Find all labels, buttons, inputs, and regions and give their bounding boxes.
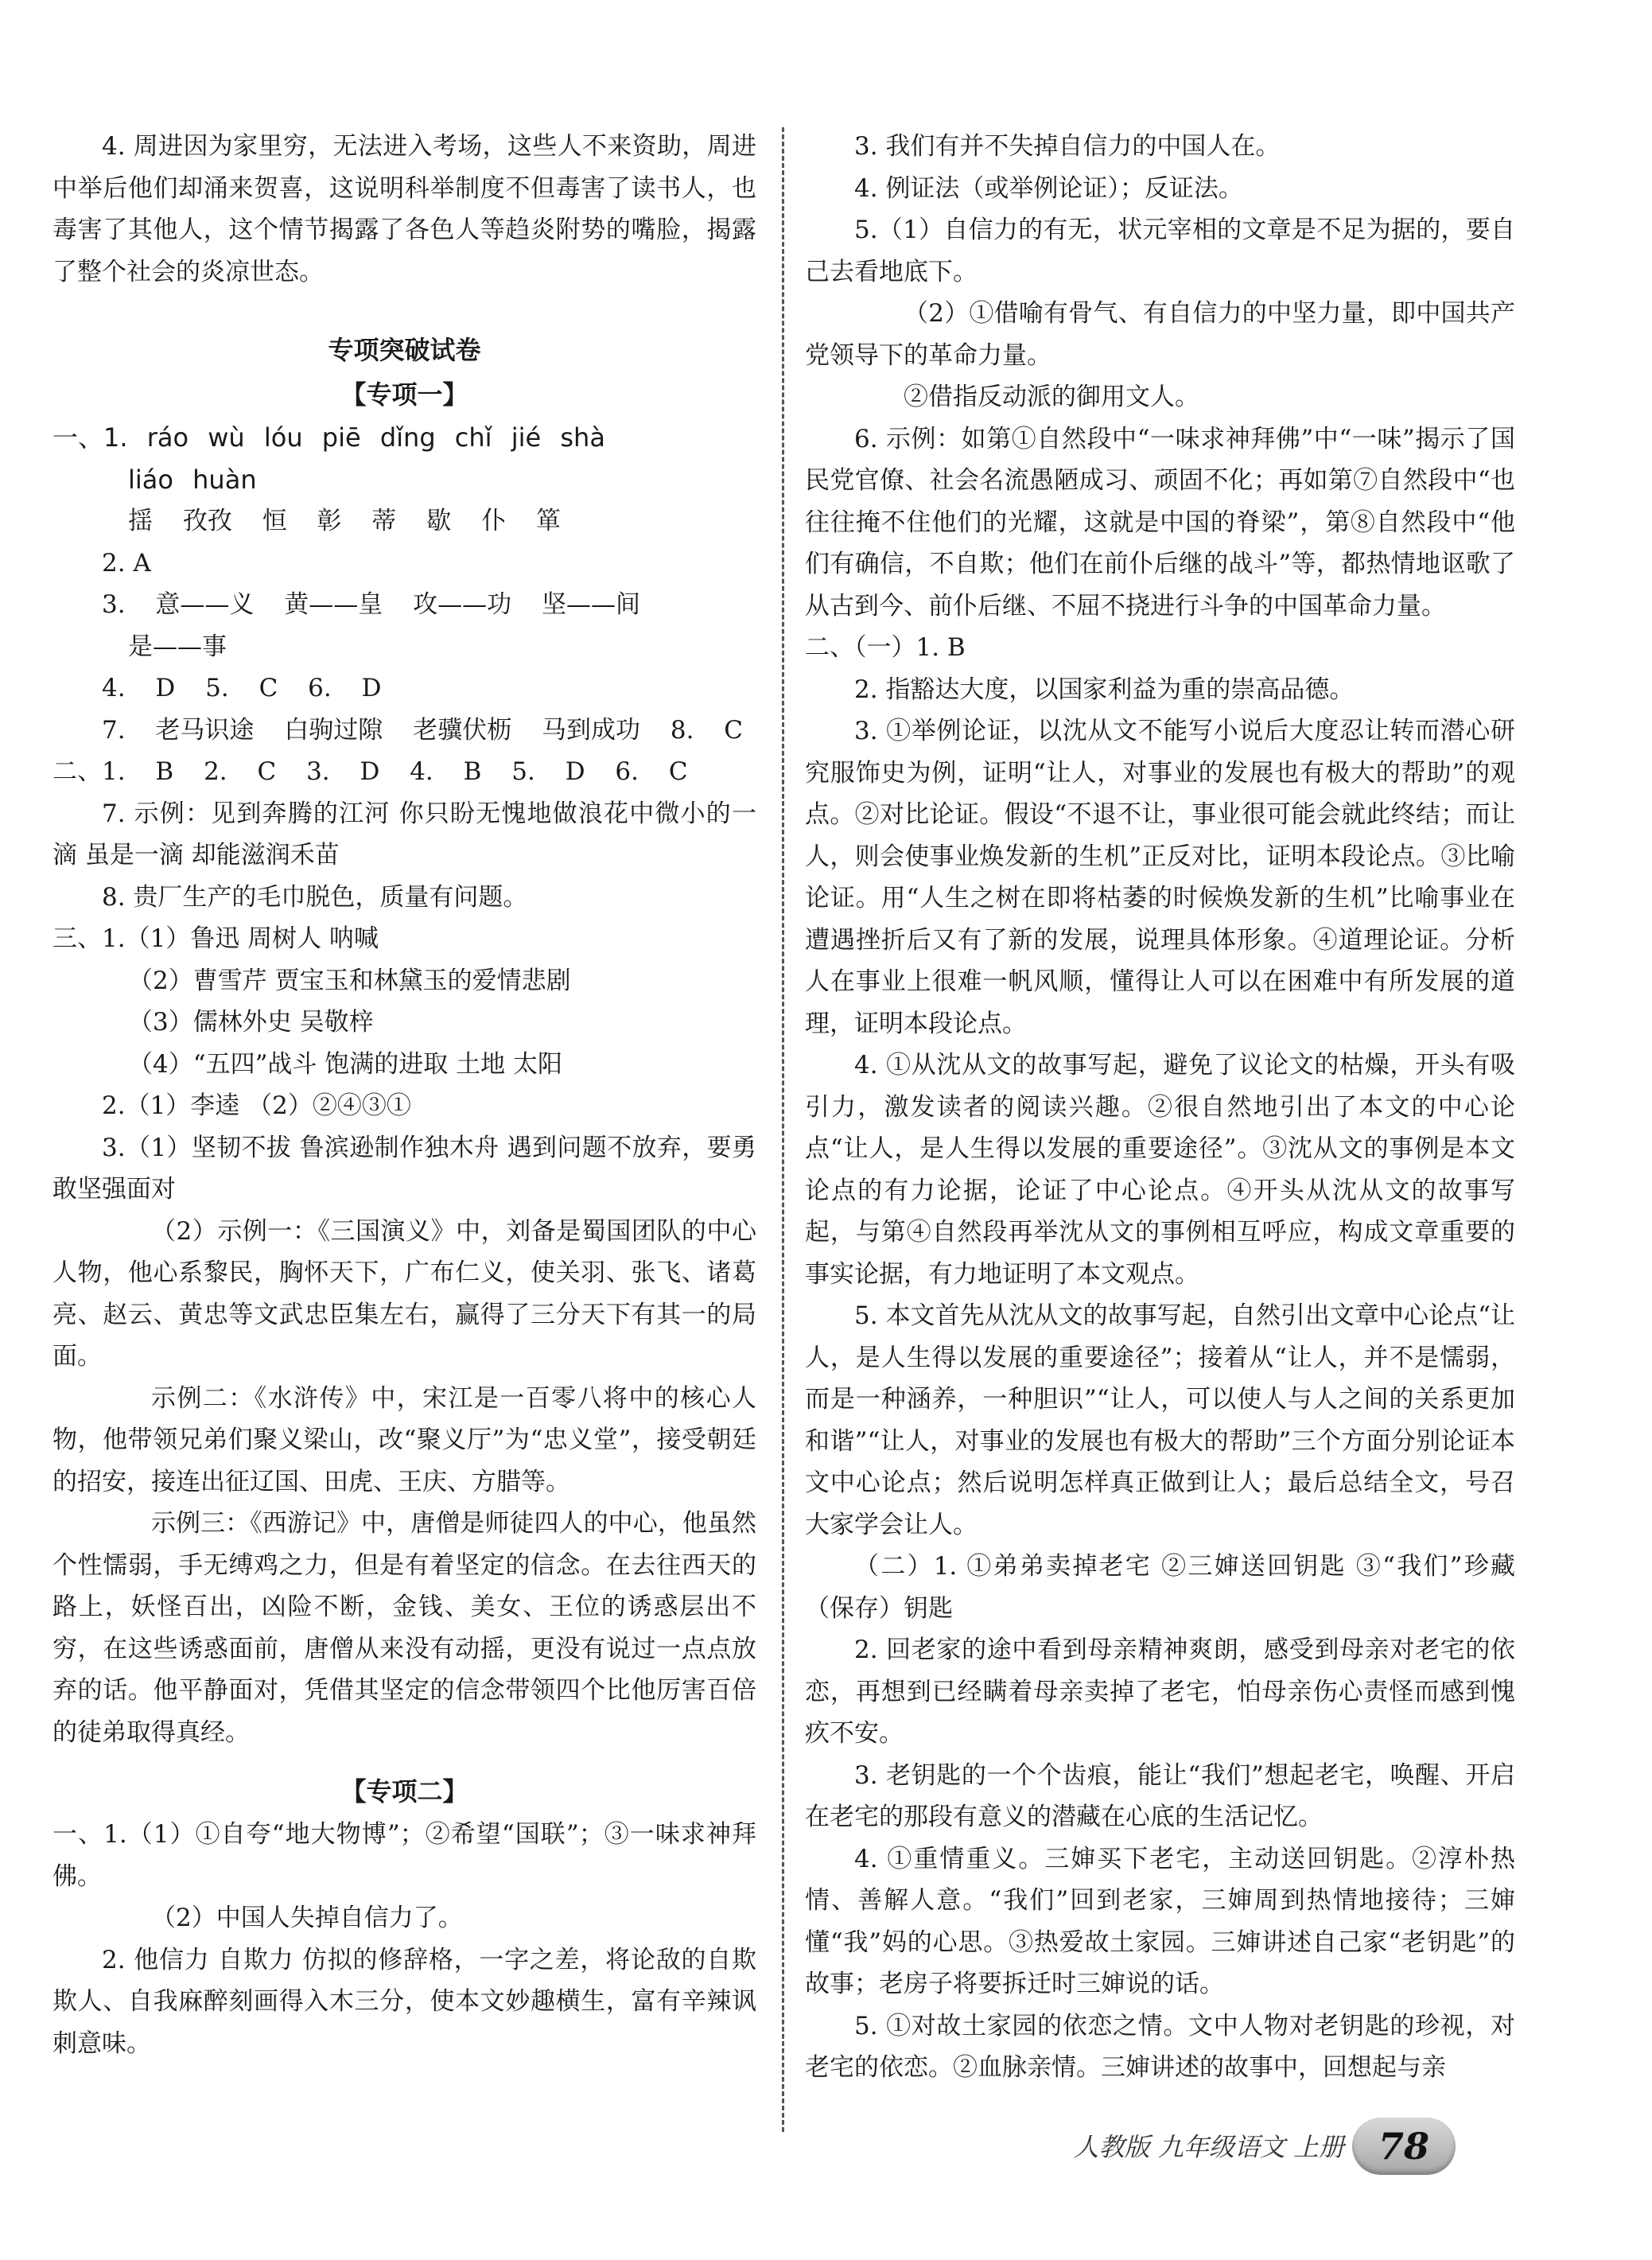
characters-line: 揺 孜孜 恒 彰 蒂 歇 仆 箪 <box>128 507 561 535</box>
answer-line: 7. 老马识途 白驹过隙 老骥伏枥 马到成功 8. C <box>102 715 743 745</box>
answer-paragraph: （2）①借喻有骨气、有自信力的中坚力量，即中国共产党领导下的革命力量。 <box>805 299 1515 370</box>
page-number-badge <box>1352 2118 1456 2175</box>
answer-paragraph: 5. 本文首先从沈从文的故事写起，自然引出文章中心论点“让人，是人生得以发展的重要途径”；接着从“让人，并不是懦弱，而是一种涵养，一种胆识”“让人，可以使人与人之间的关系更加和谐”“让人，对事业的发展也有极大的帮助”三个方面分别论证本文中心论点；然后说明怎样真正做到让人；最后总结全文，号召大家学会让人。 <box>805 1301 1515 1539</box>
answer-line: 二、（一）1. B <box>805 633 966 662</box>
answer-line: 二、1. B 2. C 3. D 4. B 5. D 6. C <box>52 757 688 786</box>
answer-line: 3. 意——义 黄——皇 攻——功 坚——间 <box>102 590 640 619</box>
right-column <box>805 126 1515 2089</box>
answer-paragraph: 3. 老钥匙的一个个齿痕，能让“我们”想起老宅，唤醒、开启在老宅的那段有意义的潜藏在心底的生活记忆。 <box>805 1760 1515 1831</box>
answer-paragraph: 5. ①对故土家园的依恋之情。文中人物对老钥匙的珍视，对老宅的依恋。②血脉亲情。三婶讲述的故事中，回想起与亲 <box>805 2011 1515 2082</box>
answer-line: 2.（1）李逵 （2）②④③① <box>102 1091 411 1120</box>
special-two-title: 【专项二】 <box>340 1776 468 1807</box>
book-label: 人教版 九年级语文 上册 <box>1073 2132 1344 2162</box>
answer-paragraph: 2. 回老家的途中看到母亲精神爽朗，感受到母亲对老宅的依恋，再想到已经瞒着母亲卖掉了老宅，怕母亲伤心责怪而感到愧疚不安。 <box>805 1636 1515 1748</box>
answer-line: 2. A <box>102 548 151 578</box>
answer-line: 是——事 <box>128 632 227 661</box>
answer-paragraph: 3.（1）坚韧不拔 鲁滨逊制作独木舟 遇到问题不放弃，要勇敢坚强面对 <box>52 1133 756 1204</box>
answer-line: （2）曹雪芹 贾宝玉和林黛玉的爱情悲剧 <box>128 966 571 995</box>
answer-paragraph: 一、1.（1）①自夸“地大物博”；②希望“国联”；③一味求神拜佛。 <box>52 1820 756 1891</box>
answer-paragraph: 示例二：《水浒传》中，宋江是一百零八将中的核心人物，他带领兄弟们聚义梁山，改“聚义厅”为“忠义堂”，接受朝廷的招安，接连出征辽国、田虎、王庆、方腊等。 <box>52 1383 756 1496</box>
answer-line: 3. 我们有并不失掉自信力的中国人在。 <box>854 132 1281 161</box>
answer-line: 三、1.（1）鲁迅 周树人 呐喊 <box>52 924 379 953</box>
answer-line: 2. 指豁达大度，以国家利益为重的崇高品德。 <box>854 675 1355 704</box>
answer-paragraph: 7. 示例：见到奔腾的江河 你只盼无愧地做浪花中微小的一滴 虽是一滴 却能滋润禾苗 <box>52 799 756 869</box>
answer-line: （2）中国人失掉自信力了。 <box>151 1904 463 1932</box>
column-divider <box>782 127 784 2132</box>
answer-line: 4. 例证法（或举例论证）；反证法。 <box>854 173 1243 203</box>
intro-paragraph: 4. 周进因为家里穷，无法进入考场，这些人不来资助，周进中举后他们却涌来贺喜，这说明科举制度不但毒害了读书人，也毒害了其他人，这个情节揭露了各色人等趋炎附势的嘴脸，揭露了整个社会的炎凉世态。 <box>52 132 756 286</box>
answer-line: 4. D 5. C 6. D <box>102 674 382 702</box>
answer-paragraph: （2）示例一：《三国演义》中，刘备是蜀国团队的中心人物，他心系黎民，胸怀天下，广布仁义，使关羽、张飞、诸葛亮、赵云、黄忠等文武忠臣集左右，赢得了三分天下有其一的局面。 <box>52 1216 756 1371</box>
page-number: 78 <box>1378 2125 1429 2168</box>
section-title: 专项突破试卷 <box>328 335 481 365</box>
answer-line: 8. 贵厂生产的毛巾脱色，质量有问题。 <box>102 882 528 912</box>
answer-paragraph: 6. 示例：如第①自然段中“一味求神拜佛”中“一味”揭示了国民党官僚、社会名流愚陋成习、顽固不化；再如第⑦自然段中“也往往掩不住他们的光耀，这就是中国的脊梁”，第⑧自然段中“他们有确信，不自欺；他们在前仆后继的战斗”等，都热情地讴歌了从古到今、前仆后继、不屈不挠进行斗争的中国革命力量。 <box>805 424 1515 620</box>
answer-paragraph: 3. ①举例论证，以沈从文不能写小说后大度忍让转而潜心研究服饰史为例，证明“让人，对事业的发展也有极大的帮助”的观点。②对比论证。假设“不退不让，事业很可能会就此终结；而让人，则会使事业焕发新的生机”正反对比，证明本段论点。③比喻论证。用“人生之树在即将枯萎的时候焕发新的生机”比喻事业在遭遇挫折后又有了新的发展，说理具体形象。④道理论证。分析人在事业上很难一帆风顺，懂得让人可以在困难中有所发展的道理，证明本段论点。 <box>805 717 1515 1038</box>
left-column <box>52 126 756 2064</box>
special-one-title: 【专项一】 <box>340 379 468 410</box>
answer-paragraph: 示例三：《西游记》中，唐僧是师徒四人的中心，他虽然个性懦弱，手无缚鸡之力，但是有着坚定的信念。在去往西天的路上，妖怪百出，凶险不断，金钱、美女、王位的诱惑层出不穷，在这些诱惑面前，唐僧从来没有动摇，更没有说过一点点放弃的话。他平静面对，凭借其坚定的信念带领四个比他厉害百倍的徒弟取得真经。 <box>52 1509 756 1747</box>
answer-paragraph: 2. 他信力 自欺力 仿拟的修辞格，一字之差，将论敌的自欺欺人、自我麻醉刻画得入木三分，使本文妙趣横生，富有辛辣讽刺意味。 <box>52 1945 756 2058</box>
answer-line: （3）儒林外史 吴敬梓 <box>128 1008 374 1037</box>
answer-paragraph: （二）1. ①弟弟卖掉老宅 ②三婶送回钥匙 ③“我们”珍藏（保存）钥匙 <box>805 1552 1515 1623</box>
answer-line: ②借指反动派的御用文人。 <box>904 383 1199 411</box>
answer-paragraph: 4. ①从沈从文的故事写起，避免了议论文的枯燥，开头有吸引力，激发读者的阅读兴趣。②很自然地引出了本文的中心论点“让人，是人生得以发展的重要途径”。③沈从文的事例是本文论点的有力论据，论证了中心论点。④开头从沈从文的故事写起，与第④自然段再举沈从文的事例相互呼应，构成文章重要的事实论据，有力地证明了本文观点。 <box>805 1051 1515 1289</box>
answer-paragraph: 5.（1）自信力的有无，状元宰相的文章是不足为据的，要自己去看地底下。 <box>805 216 1515 286</box>
answer-line: （4）“五四”战斗 饱满的进取 土地 太阳 <box>128 1049 562 1079</box>
pinyin-line-2: liáo huàn <box>128 464 257 495</box>
pinyin-line-1: 一、1. ráo wù lóu piē dǐng chǐ jié shà <box>52 422 605 453</box>
answer-paragraph: 4. ①重情重义。三婶买下老宅，主动送回钥匙。②淳朴热情、善解人意。“我们”回到老家，三婶周到热情地接待；三婶懂“我”妈的心思。③热爱故土家园。三婶讲述自己家“老钥匙”的故事；老房子将要拆迁时三婶说的话。 <box>805 1844 1515 1998</box>
